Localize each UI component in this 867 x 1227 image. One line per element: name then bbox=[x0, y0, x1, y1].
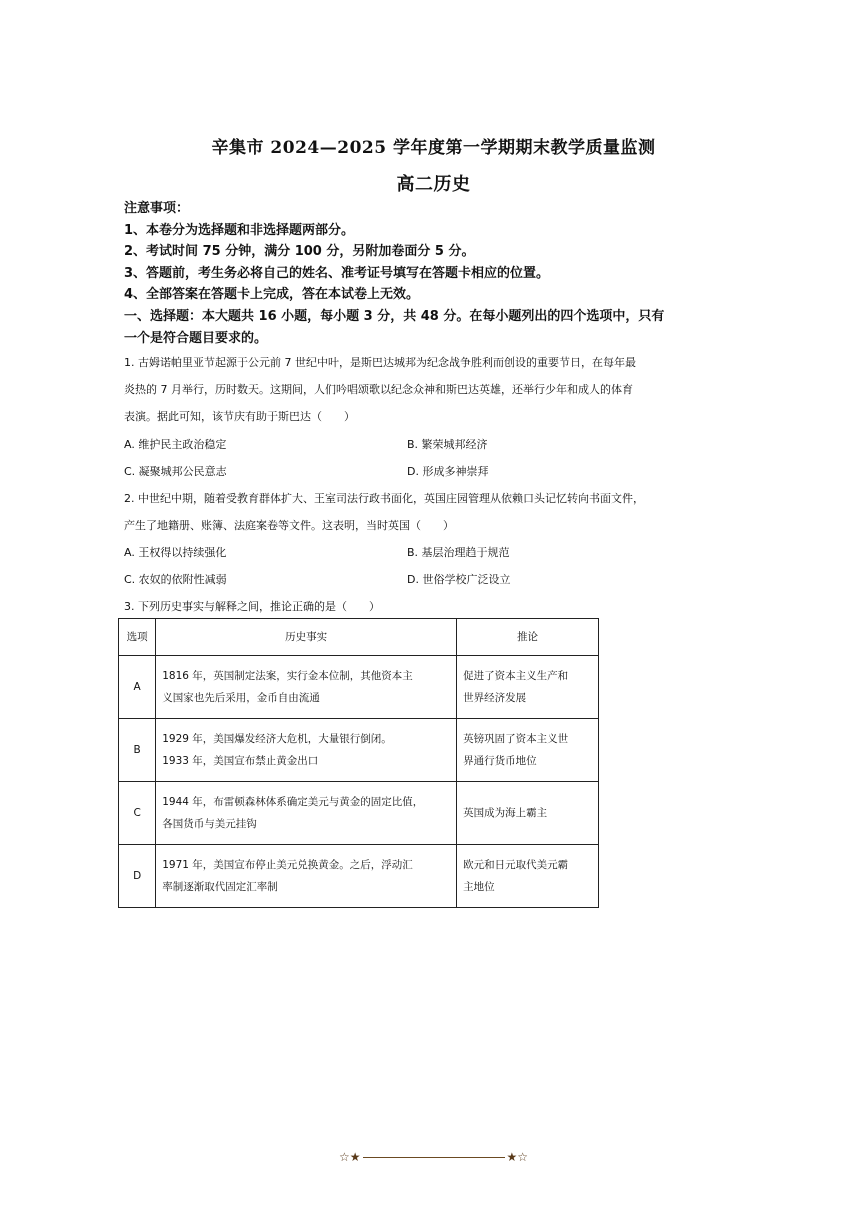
page-footer bbox=[0, 1150, 867, 1164]
notice-heading: 注意事项： bbox=[124, 201, 190, 216]
row-fact-line: 义国家也先后采用，金币自由流通 bbox=[162, 692, 320, 704]
table-row[interactable] bbox=[119, 845, 599, 908]
notice-item: 3、答题前，考生务必将自己的姓名、准考证号填写在答题卡相应的位置。 bbox=[124, 265, 550, 281]
table-header-inference: 推论 bbox=[457, 619, 599, 656]
question-1-option-c[interactable]: C. 凝聚城邦公民意志 bbox=[124, 465, 227, 478]
question-1-text: 1. 古姆诺帕里亚节起源于公元前 7 世纪中叶，是斯巴达城邦为纪念战争胜利而创设的重要节日，在每年最 bbox=[124, 356, 636, 369]
row-option-label: A bbox=[119, 656, 156, 719]
row-fact-line: 率制逐渐取代固定汇率制 bbox=[162, 881, 278, 893]
question-2-option-a[interactable]: A. 王权得以持续强化 bbox=[124, 546, 227, 559]
row-inference bbox=[457, 782, 599, 845]
section-heading-line: 一个是符合题目要求的。 bbox=[124, 330, 268, 346]
table-header-option: 选项 bbox=[119, 619, 156, 656]
row-fact-line: 1816 年，英国制定法案，实行金本位制，其他资本主 bbox=[162, 670, 413, 682]
question-2-option-d[interactable]: D. 世俗学校广泛设立 bbox=[407, 573, 511, 586]
table-row[interactable] bbox=[119, 782, 599, 845]
row-fact bbox=[156, 782, 457, 845]
question-2-text: 产生了地籍册、账簿、法庭案卷等文件。这表明，当时英国（ ） bbox=[124, 519, 454, 532]
question-1-option-a[interactable]: A. 维护民主政治稳定 bbox=[124, 438, 227, 451]
footer-divider bbox=[363, 1157, 505, 1158]
row-inference-line: 世界经济发展 bbox=[463, 692, 527, 704]
section-heading-line: 一、选择题：本大题共 16 小题，每小题 3 分，共 48 分。在每小题列出的四个选项中，只有 bbox=[124, 309, 665, 324]
row-inference-line: 促进了资本主义生产和 bbox=[463, 670, 569, 682]
row-option-label: D bbox=[119, 845, 156, 908]
notice-item: 2、考试时间 75 分钟，满分 100 分，另附加卷面分 5 分。 bbox=[124, 244, 475, 259]
table-row[interactable] bbox=[119, 719, 599, 782]
table-header-row bbox=[119, 619, 599, 656]
row-inference-line: 欧元和日元取代美元霸 bbox=[463, 859, 569, 871]
row-fact-line: 各国货币与美元挂钩 bbox=[162, 818, 257, 830]
row-fact-line: 1944 年，布雷顿森林体系确定美元与黄金的固定比值， bbox=[162, 796, 424, 808]
row-fact-line: 1971 年，美国宣布停止美元兑换黄金。之后，浮动汇 bbox=[162, 859, 413, 871]
row-fact bbox=[156, 845, 457, 908]
row-option-label: B bbox=[119, 719, 156, 782]
row-fact bbox=[156, 656, 457, 719]
row-inference bbox=[457, 719, 599, 782]
section-heading bbox=[124, 306, 714, 349]
question-1-option-d[interactable]: D. 形成多神崇拜 bbox=[407, 465, 489, 478]
question-3-table bbox=[118, 618, 599, 908]
question-2-option-c[interactable]: C. 农奴的依附性减弱 bbox=[124, 573, 227, 586]
table-row[interactable] bbox=[119, 656, 599, 719]
row-inference bbox=[457, 845, 599, 908]
question-2-option-b[interactable]: B. 基层治理趋于规范 bbox=[407, 546, 510, 559]
row-inference bbox=[457, 656, 599, 719]
notice-block bbox=[124, 198, 724, 306]
table-header-fact: 历史事实 bbox=[156, 619, 457, 656]
question-1-text: 表演。据此可知，该节庆有助于斯巴达（ ） bbox=[124, 410, 355, 423]
star-icon: ☆★ bbox=[338, 1150, 361, 1164]
row-inference-line: 英镑巩固了资本主义世 bbox=[463, 733, 569, 745]
question-1-text: 炎热的 7 月举行，历时数天。这期间，人们吟唱颂歌以纪念众神和斯巴达英雄，还举行少年和成人的体育 bbox=[124, 383, 633, 396]
row-option-label: C bbox=[119, 782, 156, 845]
star-icon: ★☆ bbox=[506, 1150, 529, 1164]
row-inference-line: 主地位 bbox=[463, 881, 495, 893]
row-fact-line: 1933 年，美国宣布禁止黄金出口 bbox=[162, 755, 319, 767]
exam-title: 辛集市 2024—2025 学年度第一学期期末教学质量监测 bbox=[211, 138, 656, 158]
row-inference-line: 英国成为海上霸主 bbox=[463, 807, 548, 819]
question-3-text: 3. 下列历史事实与解释之间，推论正确的是（ ） bbox=[124, 600, 380, 613]
row-inference-line: 界通行货币地位 bbox=[463, 755, 537, 767]
row-fact bbox=[156, 719, 457, 782]
question-1-option-b[interactable]: B. 繁荣城邦经济 bbox=[407, 438, 488, 451]
row-fact-line: 1929 年，美国爆发经济大危机，大量银行倒闭。 bbox=[162, 733, 392, 745]
question-2-text: 2. 中世纪中期，随着受教育群体扩大、王室司法行政书面化，英国庄园管理从依赖口头记忆转向书面文件， bbox=[124, 492, 644, 505]
notice-item: 4、全部答案在答题卡上完成，答在本试卷上无效。 bbox=[124, 287, 420, 302]
notice-item: 1、本卷分为选择题和非选择题两部分。 bbox=[124, 222, 355, 238]
exam-subject: 高二历史 bbox=[396, 174, 471, 195]
